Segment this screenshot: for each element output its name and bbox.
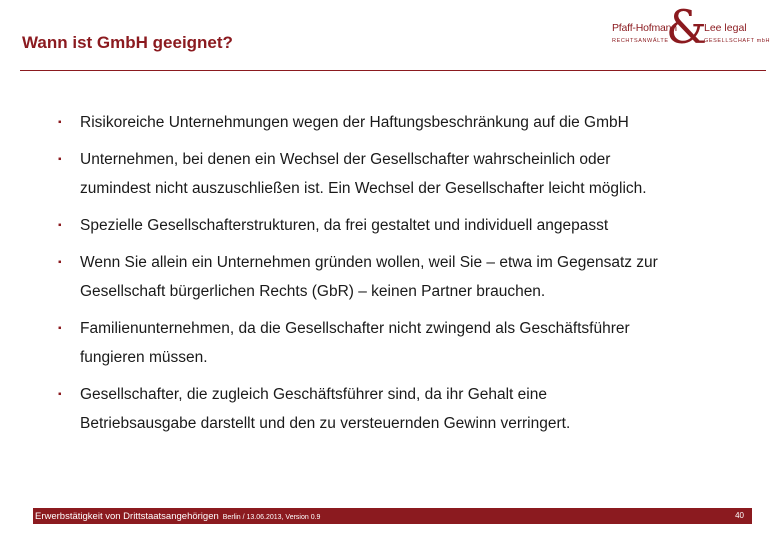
bullet-list	[58, 108, 758, 438]
title-divider	[20, 70, 766, 71]
bullet-square-icon: ▪	[58, 154, 62, 165]
bullet-square-icon: ▪	[58, 257, 62, 268]
bullet-item	[58, 211, 758, 240]
ampersand-logo-icon: &	[666, 0, 707, 54]
bullet-text-continuation: zumindest nicht auszuschließen ist. Ein Wechsel der Gesellschafter leicht möglich.	[80, 180, 647, 197]
bullet-item	[58, 108, 758, 137]
bullet-square-icon: ▪	[58, 117, 62, 128]
logo-left-name: Pfaff-Hofmann	[612, 22, 677, 34]
footer-date-version: Berlin / 13.06.2013, Version 0.9	[222, 514, 321, 521]
bullet-item	[58, 248, 758, 306]
footer-title: Erwerbstätigkeit von Drittstaatsangehörigen	[35, 511, 219, 522]
page-title: Wann ist GmbH geeignet?	[22, 33, 233, 52]
bullet-text-continuation: Betriebsausgabe darstellt und den zu versteuernden Gewinn verringert.	[80, 415, 571, 432]
logo-left-sub: RECHTSANWÄLTE	[612, 38, 669, 44]
bullet-item	[58, 380, 758, 438]
bullet-text: Gesellschafter, die zugleich Geschäftsführer sind, da ihr Gehalt eine	[80, 386, 547, 403]
bullet-text: Familienunternehmen, da die Gesellschafter nicht zwingend als Geschäftsführer	[80, 320, 630, 337]
bullet-text-continuation: Gesellschaft bürgerlichen Rechts (GbR) – keinen Partner brauchen.	[80, 283, 546, 300]
bullet-text: Wenn Sie allein ein Unternehmen gründen wollen, weil Sie – etwa im Gegensatz zur	[80, 254, 658, 271]
company-logo	[612, 0, 772, 54]
bullet-text: Risikoreiche Unternehmungen wegen der Haftungsbeschränkung auf die GmbH	[80, 114, 629, 131]
footer-bar	[33, 508, 752, 524]
bullet-square-icon: ▪	[58, 389, 62, 400]
bullet-item	[58, 314, 758, 372]
bullet-item	[58, 145, 758, 203]
page-number: 40	[735, 511, 744, 520]
logo-right-name: Lee legal	[704, 22, 747, 34]
bullet-square-icon: ▪	[58, 220, 62, 231]
bullet-text: Unternehmen, bei denen ein Wechsel der Gesellschafter wahrscheinlich oder	[80, 151, 611, 168]
bullet-text-continuation: fungieren müssen.	[80, 349, 208, 366]
bullet-text: Spezielle Gesellschafterstrukturen, da frei gestaltet und individuell angepasst	[80, 217, 609, 234]
footer-text	[35, 511, 320, 522]
bullet-square-icon: ▪	[58, 323, 62, 334]
logo-right-sub: GESELLSCHAFT mbH	[704, 38, 771, 44]
